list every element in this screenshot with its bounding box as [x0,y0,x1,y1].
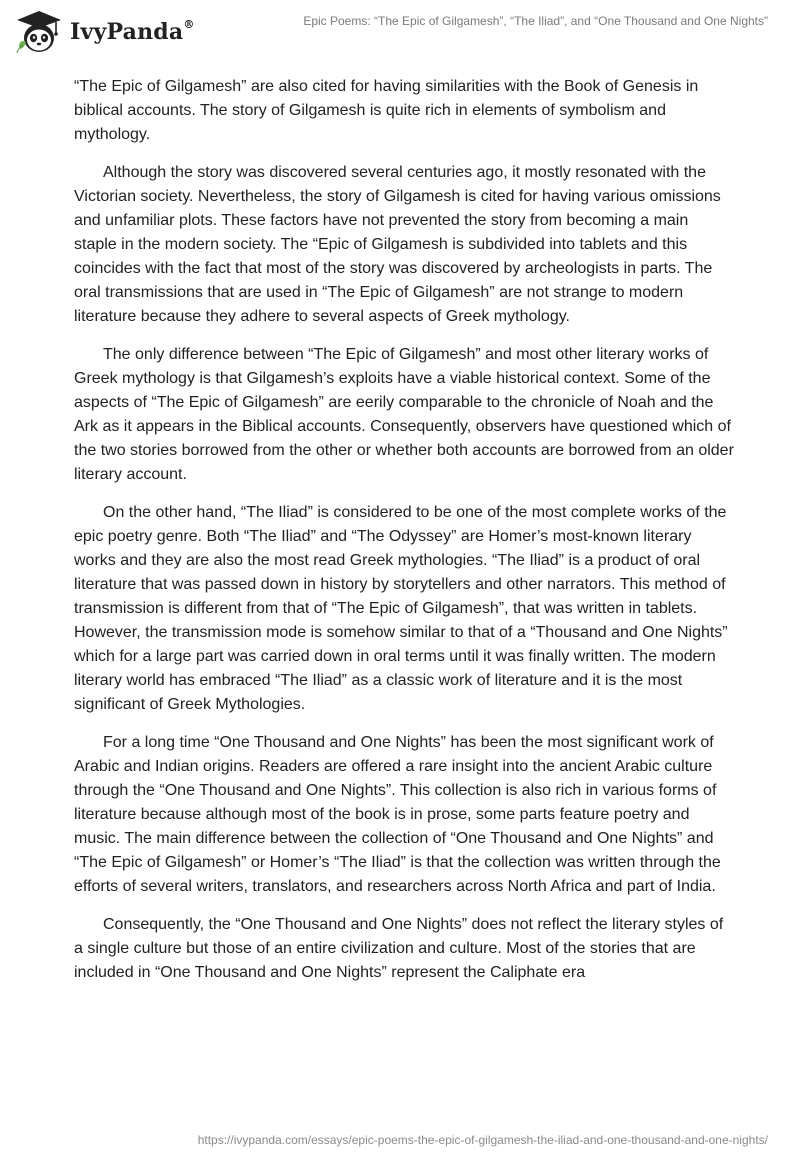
paragraph: Consequently, the “One Thousand and One Nights” does not reflect the literary styles of a single culture but those of an entire civilization and culture. Most of the stories that are included in “One Thousand and One Nights” represent the Caliphate era [74,916,724,981]
paragraph: “The Epic of Gilgamesh” are also cited for having similarities with the Book of Genesis in biblical accounts. The story of Gilgamesh is quite rich in elements of symbolism and mythology. [74,78,699,143]
page-header [0,0,800,60]
paragraph: For a long time “One Thousand and One Nights” has been the most significant work of Arabic and Indian origins. Readers are offered a rare insight into the ancient Arabic culture through the “One Thousand and One Nights”. This collection is also rich in various forms of literature because although most of the book is in prose, some parts feature poetry and music. The main difference between the collection of “One Thousand and One Nights” and “The Epic of Gilgamesh” or Homer’s “The Iliad” is that the collection was written through the efforts of several writers, translators, and researchers across North Africa and part of India. [74,734,721,895]
paragraph: Although the story was discovered several centuries ago, it mostly resonated with the Victorian society. Nevertheless, the story of Gilgamesh is cited for having various omissions and unfamiliar plots. These factors have not prevented the story from becoming a main staple in the modern society. The “Epic of Gilgamesh is subdivided into tablets and this coincides with the fact that most of the story was discovered by archeologists in parts. The oral transmissions that are used in “The Epic of Gilgamesh” are not strange to modern literature because they adhere to several aspects of Greek mythology. [74,164,721,325]
brand-logo[interactable] [14,8,195,56]
paragraph: On the other hand, “The Iliad” is considered to be one of the most complete works of the epic poetry genre. Both “The Iliad” and “The Odyssey” are Homer’s most-known literary works and they are also the most read Greek mythologies. “The Iliad” is a product of oral literature that was passed down in history by storytellers and other narrators. This method of transmission is different from that of “The Epic of Gilgamesh”, that was written in tablets. However, the transmission mode is somehow similar to that of a “Thousand and One Nights” which for a large part was carried down in oral terms until it was finally written. The modern literary world has embraced “The Iliad” as a classic work of literature and it is the most significant of Greek Mythologies. [74,504,728,713]
document-title: Epic Poems: “The Epic of Gilgamesh”, “The Iliad”, and “One Thousand and One Nights” [303,14,768,28]
source-url[interactable]: https://ivypanda.com/essays/epic-poems-the-epic-of-gilgamesh-the-iliad-and-one-thousand-and-one-nights/ [197,1133,768,1147]
panda-graduation-icon [14,9,64,55]
essay-body [74,75,734,999]
paragraph: The only difference between “The Epic of Gilgamesh” and most other literary works of Greek mythology is that Gilgamesh’s exploits have a viable historical context. Some of the aspects of “The Epic of Gilgamesh” are eerily comparable to the chronicle of Noah and the Ark as it appears in the Biblical accounts. Consequently, observers have questioned which of the two stories borrowed from the other or whether both accounts are borrowed from an older literary account. [74,346,734,483]
brand-name: IvyPanda® [70,17,195,45]
